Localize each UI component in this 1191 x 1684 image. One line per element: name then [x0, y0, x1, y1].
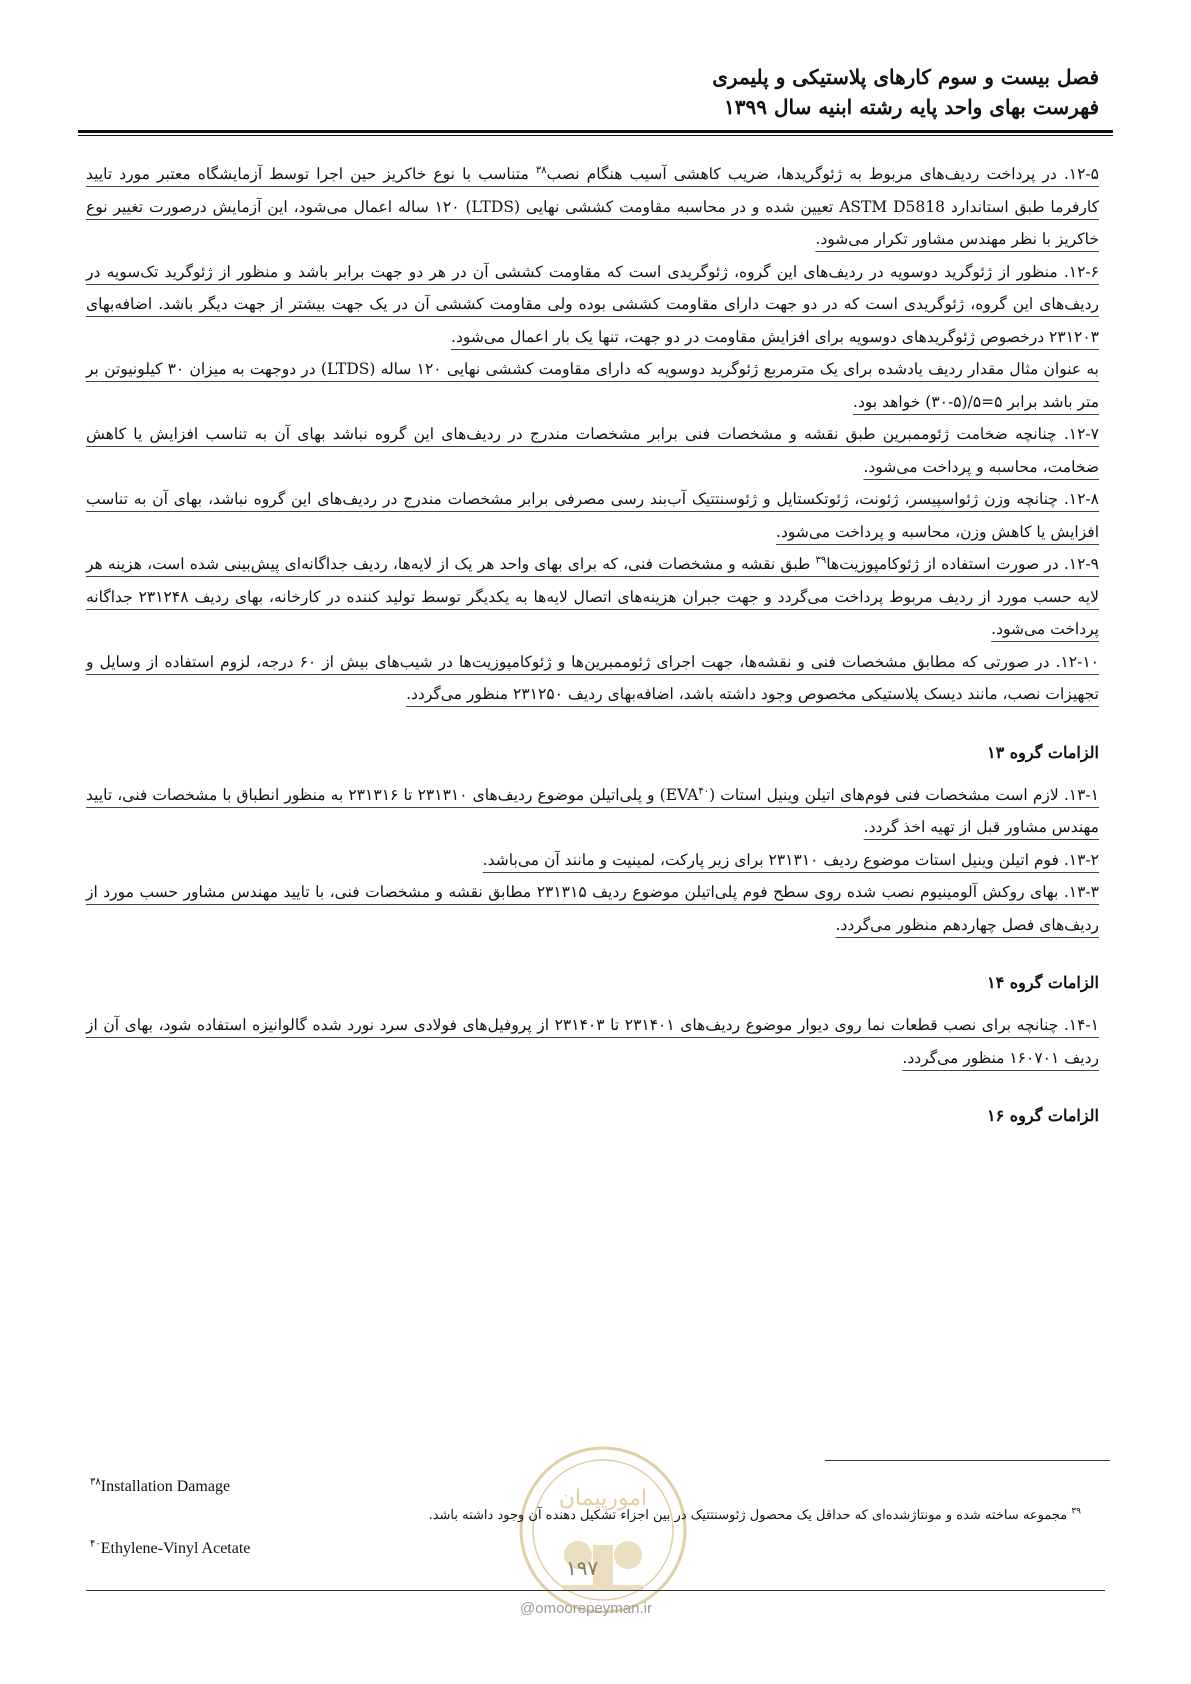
group-16-heading: الزامات گروه ۱۶: [987, 1106, 1099, 1125]
clause-13-1: [86, 779, 1099, 844]
footnote-ref-40: ۴۰: [698, 785, 710, 797]
clause-12-10: [86, 646, 1099, 711]
group-13-heading: الزامات گروه ۱۳: [987, 742, 1099, 762]
footnote-ref-38: ۳۸: [535, 164, 547, 176]
footnote-ref-39: ۳۹: [815, 554, 827, 566]
page-header: [712, 62, 1099, 122]
clause-text: به عنوان مثال مقدار ردیف یادشده برای یک مترمربع ژئوگرید دوسویه که دارای مقاومت کششی نهایی ۱۲۰ ساله (LTDS) در دوجهت به میزان ۳۰ کیلونیوتن بر متر باشد برابر ۵=۵/(۵-۳۰) خواهد بود.: [86, 360, 1099, 411]
main-content: [86, 158, 1099, 1142]
watermark-logo-text: امورپیمان: [558, 1486, 648, 1511]
watermark-site-text: @omoorepeyman.ir: [520, 1600, 652, 1617]
footnote-text: مجموعه ساخته شده و مونتاژشده‌ای که حداقل یک محصول ژئوسنتتیک در بین اجزاء تشکیل دهنده آن وجود داشته باشد.: [428, 1508, 1068, 1523]
footnote-38: [90, 1478, 230, 1496]
group-14-heading: الزامات گروه ۱۴: [987, 973, 1099, 992]
clause-12-9: [86, 548, 1099, 646]
footnote-mark: ۳۸: [90, 1476, 101, 1488]
clause-14-1: [86, 1009, 1099, 1074]
header-rule-thick: [78, 130, 1113, 133]
page-number: ۱۹۷: [566, 1556, 599, 1580]
clause-text-cont: ) و پلی‌اتیلن موضوع ردیف‌های ۲۳۱۳۱۰ تا ۲۳۱۳۱۶ به منظور انطباق با مشخصات فنی، تایید مهندس مشاور قبل از تهیه اخذ گردد.: [86, 785, 1099, 836]
footnote-mark: ۳۹: [1071, 1506, 1081, 1517]
clause-12-8: [86, 483, 1099, 548]
clause-text: ۱۲-۱۰. در صورتی که مطابق مشخصات فنی و نقشه‌ها، جهت اجرای ژئوممبرین‌ها و ژئوکامپوزیت‌ها در شیب‌های بیش از ۶۰ درجه، لزوم استفاده از وسایل و تجهیزات نصب، مانند دیسک پلاستیکی مخصوص وجود داشته باشد، اضافه‌بهای ردیف ۲۳۱۲۵۰ منظور می‌گردد.: [86, 652, 1099, 703]
example-paragraph: [86, 353, 1099, 418]
clause-text: ۱۲-۹. در صورت استفاده از ژئوکامپوزیت‌ها: [826, 555, 1099, 573]
footnote-39: [429, 1508, 1081, 1523]
clause-text: ۱۴-۱. چنانچه برای نصب قطعات نما روی دیوار موضوع ردیف‌های ۲۳۱۴۰۱ تا ۲۳۱۴۰۳ از پروفیل‌های فولادی سرد نورد شده گالوانیزه استفاده شود، بهای آن از ردیف ۱۶۰۷۰۱ منظور می‌گردد.: [86, 1016, 1099, 1067]
clause-text-cont: طبق نقشه و مشخصات فنی، که برای بهای واحد هر یک از لایه‌ها، ردیف جداگانه‌ای پیش‌بینی شده است، هزینه هر لایه حسب مورد از ردیف مربوط پرداخت می‌گردد و جهت جبران هزینه‌های اتصال لایه‌ها به یکدیگر توسط تولید کننده در کارخانه، بهای ردیف ۲۳۱۲۴۸ جداگانه پرداخت می‌شود.: [86, 555, 1099, 638]
footnote-text: Installation Damage: [100, 1478, 231, 1495]
footnote-text: Ethylene-Vinyl Acetate: [100, 1540, 251, 1557]
footnote-rule: [825, 1460, 1110, 1461]
clause-text: ۱۲-۵. در پرداخت ردیف‌های مربوط به ژئوگریدها، ضریب کاهشی آسیب هنگام نصب: [546, 165, 1099, 183]
header-rule-thin: [78, 135, 1113, 136]
clause-13-3: [86, 876, 1099, 941]
clause-text: ۱۳-۲. فوم اتیلن وینیل استات موضوع ردیف ۲۳۱۳۱۰ برای زیر پارکت، لمینیت و مانند آن می‌باشد.: [482, 850, 1099, 869]
clause-text: ۱۲-۶. منظور از ژئوگرید دوسویه در ردیف‌های این گروه، ژئوگریدی است که مقاومت کششی آن در هر دو جهت برابر باشد و منظور از ژئوگرید تک‌سویه در ردیف‌های این گروه، ژئوگریدی است که در دو جهت دارای مقاومت کششی بوده ولی مقاومت کششی آن در یک جهت بیشتر از جهت دیگر باشد. اضافه‌بهای ۲۳۱۲۰۳ درخصوص ژئوگریدهای دوسویه برای افزایش مقاومت در دو جهت، تنها یک بار اعمال می‌شود.: [86, 262, 1099, 346]
footer-rule: [86, 1590, 1105, 1591]
clause-12-7: [86, 418, 1099, 483]
chapter-title: فصل بیست و سوم کارهای پلاستیکی و پلیمری: [712, 65, 1099, 89]
footnote-40: [90, 1540, 250, 1558]
document-title: فهرست بهای واحد پایه رشته ابنیه سال ۱۳۹۹: [724, 95, 1099, 119]
clause-text: ۱۲-۸. چنانچه وزن ژئواسپیسر، ژئونت، ژئوتکستایل و ژئوسنتتیک آب‌بند رسی مصرفی برابر مشخصات مندرج در ردیف‌های این گروه نباشد، بهای آن به تناسب افزایش یا کاهش وزن، محاسبه و پرداخت می‌شود.: [86, 490, 1099, 541]
clause-text: ۱۲-۷. چنانچه ضخامت ژئوممبرین طبق نقشه و مشخصات فنی برابر مشخصات مندرج در ردیف‌های این گروه نباشد بهای آن به تناسب افزایش یا کاهش ضخامت، محاسبه و پرداخت می‌شود.: [86, 425, 1099, 476]
clause-text: ۱۳-۱. لازم است مشخصات فنی فوم‌های اتیلن وینیل استات (EVA: [665, 785, 1099, 804]
clause-12-6: [86, 256, 1099, 354]
clause-text: ۱۳-۳. بهای روکش آلومینیوم نصب شده روی سطح فوم پلی‌اتیلن موضوع ردیف ۲۳۱۳۱۵ مطابق نقشه و مشخصات فنی، با تایید مهندس مشاور حسب مورد از ردیف‌های فصل چهاردهم منظور می‌گردد.: [86, 883, 1099, 934]
clause-text-cont: متناسب با نوع خاکریز حین اجرا توسط آزمایشگاه معتبر مورد تایید کارفرما طبق استاندارد ASTM D5818 تعیین شده و در محاسبه مقاومت کششی نهایی (LTDS) ۱۲۰ ساله اعمال می‌شود، این آزمایش درصورت تغییر نوع خاکریز با نظر مهندس مشاور تکرار می‌شود.: [86, 165, 1099, 248]
clause-13-2: [86, 844, 1099, 877]
clause-12-5: [86, 158, 1099, 256]
footnote-mark: ۴۰: [90, 1538, 101, 1550]
